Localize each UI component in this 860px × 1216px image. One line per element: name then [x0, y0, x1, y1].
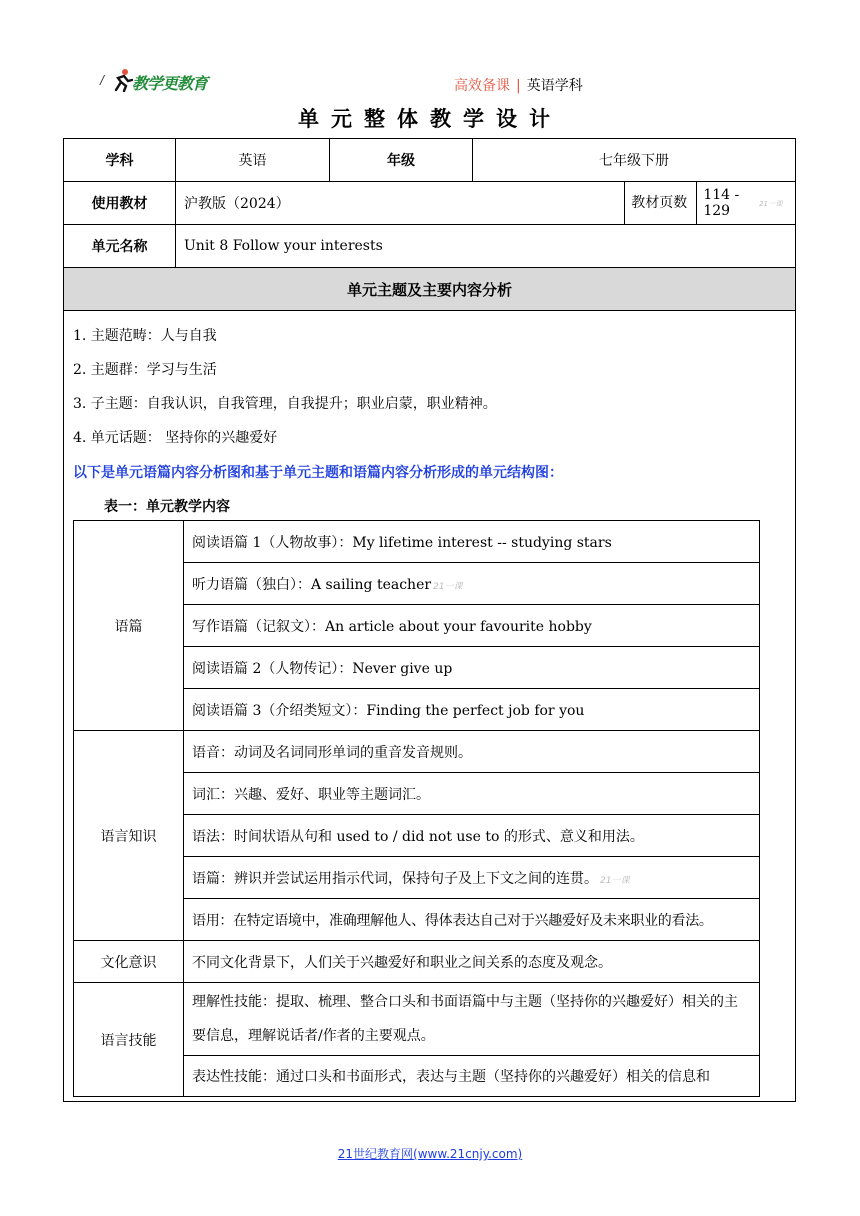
texts-label: 语篇	[74, 521, 184, 731]
knowledge-label: 语言知识	[74, 731, 184, 941]
watermark-icon	[759, 198, 795, 208]
tagline-right: 英语学科	[526, 78, 583, 94]
knowledge-item: 语法：时间状语从句和 used to / did not use to 的形式、意义和用法。	[184, 815, 760, 857]
text-item: 写作语篇（记叙文）：An article about your favourite hobby	[184, 605, 760, 647]
brand-logo	[100, 66, 218, 96]
subject-value: 英语	[176, 139, 330, 182]
knowledge-item: 语用：在特定语境中，准确理解他人、得体表达自己对于兴趣爱好及未来职业的看法。	[184, 899, 760, 941]
teaching-content-table	[73, 520, 760, 1097]
runner-icon	[110, 68, 134, 92]
pages-value: 114 - 129	[703, 187, 740, 219]
footer-link[interactable]: 21世纪教育网(www.21cnjy.com)	[337, 1147, 523, 1161]
topic-point-3: 3. 子主题：自我认识，自我管理，自我提升；职业启蒙，职业精神。	[73, 396, 497, 412]
culture-item: 不同文化背景下，人们关于兴趣爱好和职业之间关系的态度及观念。	[184, 941, 760, 983]
knowledge-item: 语音：动词及名词同形单词的重音发音规则。	[184, 731, 760, 773]
knowledge-item	[184, 857, 760, 899]
skills-item: 表达性技能：通过口头和书面形式，表达与主题（坚持你的兴趣爱好）相关的信息和	[184, 1056, 760, 1097]
svg-text:21一课: 21一课	[758, 199, 782, 208]
topic-point-1: 1. 主题范畴：人与自我	[73, 328, 217, 344]
subject-tagline	[454, 75, 583, 95]
pages-cell	[625, 182, 796, 225]
skills-label: 语言技能	[74, 983, 184, 1097]
page-header	[0, 0, 860, 131]
table-row	[64, 268, 796, 311]
table-row	[64, 225, 796, 268]
table-row	[64, 139, 796, 182]
svg-text:21一课: 21一课	[433, 581, 463, 590]
table-row	[74, 731, 760, 773]
textbook-label: 使用教材	[64, 182, 176, 225]
table-row	[74, 941, 760, 983]
text-item: 阅读语篇 1（人物故事）：My lifetime interest -- studying stars	[184, 521, 760, 563]
tagline-left: 高效备课	[454, 78, 510, 94]
grade-value: 七年级下册	[473, 139, 796, 182]
tagline-separator: |	[516, 78, 521, 94]
unit-label: 单元名称	[64, 225, 176, 268]
watermark-icon	[433, 580, 479, 590]
info-table	[63, 138, 796, 311]
knowledge-item: 词汇：兴趣、爱好、职业等主题词汇。	[184, 773, 760, 815]
textbook-value: 沪教版（2024）	[176, 182, 625, 225]
text-item: 阅读语篇 3（介绍类短文）：Finding the perfect job for you	[184, 689, 760, 731]
text-item	[184, 563, 760, 605]
svg-text:21一课: 21一课	[600, 875, 630, 884]
table-row	[64, 182, 796, 225]
table-caption: 表一：单元教学内容	[104, 499, 230, 515]
subject-label: 学科	[64, 139, 176, 182]
structure-note: 以下是单元语篇内容分析图和基于单元主题和语篇内容分析形成的单元结构图：	[73, 465, 563, 481]
topic-point-4: 4. 单元话题： 坚持你的兴趣爱好	[73, 430, 278, 446]
table-row	[74, 521, 760, 563]
analysis-heading: 单元主题及主要内容分析	[64, 268, 796, 311]
skills-item: 理解性技能：提取、梳理、整合口头和书面语篇中与主题（坚持你的兴趣爱好）相关的主要信息，理解说话者/作者的主要观点。	[184, 983, 760, 1056]
topic-point-2: 2. 主题群：学习与生活	[73, 362, 217, 378]
pages-label: 教材页数	[625, 182, 697, 224]
document-title: 单元整体教学设计	[298, 107, 562, 131]
text-item: 阅读语篇 2（人物传记）：Never give up	[184, 647, 760, 689]
logo-text: 教学更教育	[132, 76, 208, 93]
grade-label: 年级	[330, 139, 473, 182]
unit-value: Unit 8 Follow your interests	[176, 225, 796, 268]
logo-slash: /	[100, 72, 104, 88]
table-row	[74, 983, 760, 1056]
knowledge-item-label: 语篇：辨识并尝试运用指示代词，保持句子及上下文之间的连贯。	[192, 870, 598, 887]
text-item-label: 听力语篇（独白）：A sailing teacher	[192, 576, 432, 593]
culture-label: 文化意识	[74, 941, 184, 983]
watermark-icon	[600, 874, 646, 884]
